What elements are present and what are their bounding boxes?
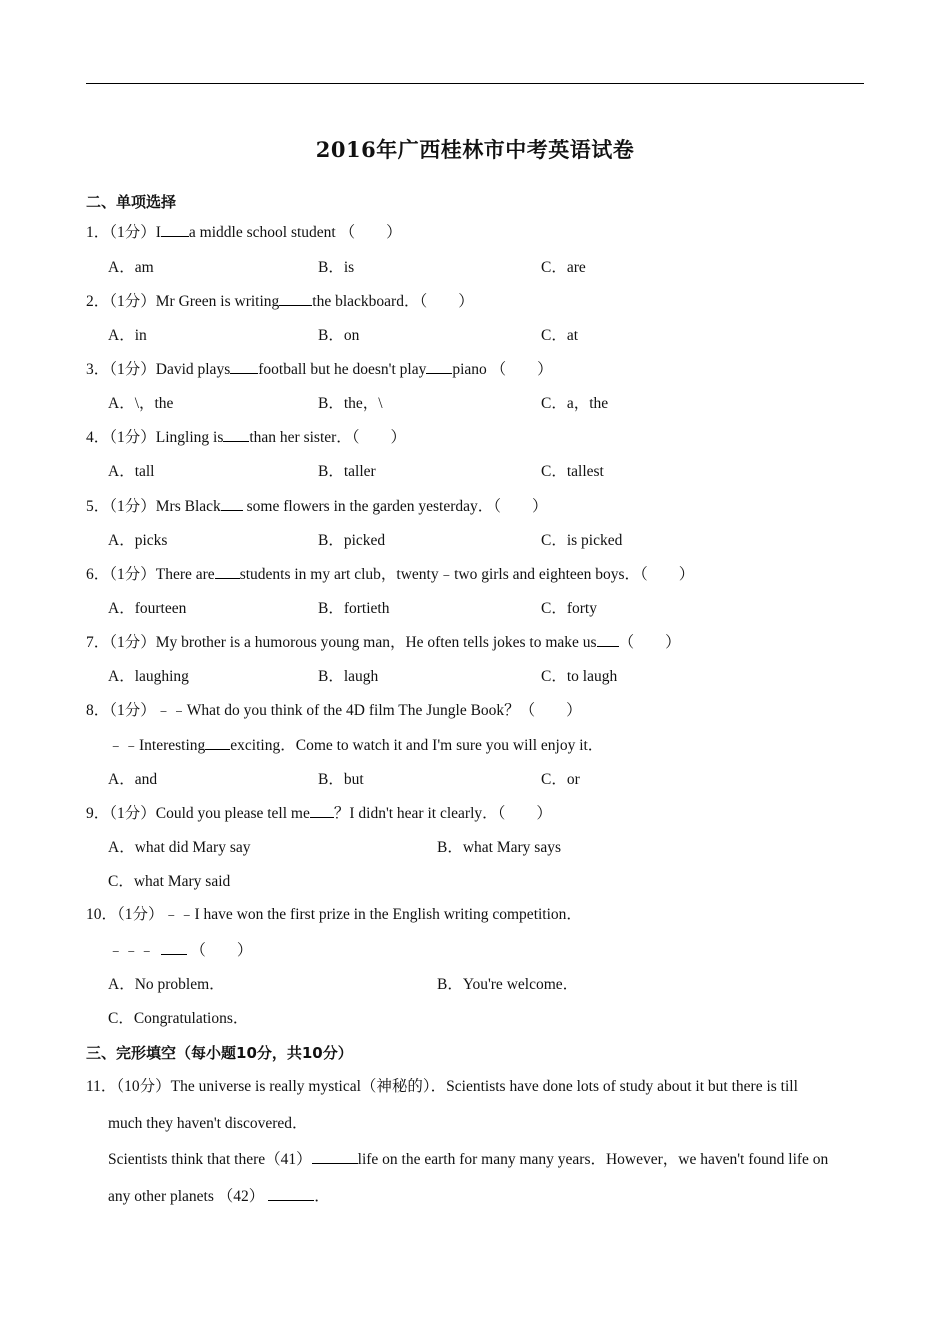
q4-option-b[interactable]: B．taller bbox=[318, 463, 376, 480]
q8-option-c[interactable]: C．or bbox=[541, 771, 580, 788]
question-3: 3．（1分）David plays football but he doesn't play piano （ ） bbox=[86, 361, 553, 378]
q2-option-c[interactable]: C．at bbox=[541, 327, 579, 344]
answer-blank bbox=[161, 940, 187, 955]
q1-option-c[interactable]: C．are bbox=[541, 259, 586, 276]
q10-option-a[interactable]: A．No problem． bbox=[108, 976, 225, 993]
question-1: 1．（1分）I a middle school student （ ） bbox=[86, 224, 402, 241]
passage-line: any other planets （42） ． bbox=[108, 1188, 330, 1205]
question-8: 8．（1分）﹣﹣What do you think of the 4D film The Jungle Book？（ ） bbox=[86, 702, 582, 719]
answer-blank bbox=[230, 359, 258, 374]
page-title: 2016年广西桂林市中考英语试卷 bbox=[315, 137, 635, 162]
q6-option-c[interactable]: C．forty bbox=[541, 600, 597, 617]
q9-option-c[interactable]: C．what Mary said bbox=[108, 873, 231, 890]
answer-blank bbox=[597, 632, 619, 647]
q10-option-b[interactable]: B．You're welcome． bbox=[437, 976, 579, 993]
question-6: 6．（1分）There are students in my art club，twenty﹣two girls and eighteen boys．（ ） bbox=[86, 566, 695, 583]
answer-blank bbox=[215, 564, 240, 579]
question-9: 9．（1分）Could you please tell me ？I didn't hear it clearly．（ ） bbox=[86, 805, 552, 822]
q8-option-a[interactable]: A．and bbox=[108, 771, 158, 788]
q4-option-a[interactable]: A．tall bbox=[108, 463, 155, 480]
q9-option-b[interactable]: B．what Mary says bbox=[437, 839, 561, 856]
q7-option-b[interactable]: B．laugh bbox=[318, 668, 379, 685]
answer-blank bbox=[205, 735, 230, 750]
q8-option-b[interactable]: B．but bbox=[318, 771, 364, 788]
question-4: 4．（1分）Lingling is than her sister．（ ） bbox=[86, 429, 407, 446]
q4-option-c[interactable]: C．tallest bbox=[541, 463, 604, 480]
q6-option-b[interactable]: B．fortieth bbox=[318, 600, 390, 617]
q3-option-a[interactable]: A．\，the bbox=[108, 395, 174, 412]
q6-option-a[interactable]: A．fourteen bbox=[108, 600, 187, 617]
question-11: 11．（10分）The universe is really mystical（神秘的）．Scientists have done lots of study about it but there is till bbox=[86, 1078, 798, 1095]
question-7: 7．（1分）My brother is a humorous young man，He often tells jokes to make us （ ） bbox=[86, 634, 681, 651]
q1-option-a[interactable]: A．am bbox=[108, 259, 154, 276]
q7-option-a[interactable]: A．laughing bbox=[108, 668, 189, 685]
question-10-response: ﹣﹣﹣ （ ） bbox=[108, 942, 253, 959]
q5-option-a[interactable]: A．picks bbox=[108, 532, 168, 549]
answer-blank-41 bbox=[312, 1149, 358, 1164]
question-2: 2．（1分）Mr Green is writing the blackboard．（ ） bbox=[86, 293, 474, 310]
header-rule bbox=[86, 83, 864, 84]
section-heading-cloze: 三、完形填空（每小题10分，共10分） bbox=[86, 1044, 353, 1062]
q2-option-a[interactable]: A．in bbox=[108, 327, 147, 344]
q10-option-c[interactable]: C．Congratulations． bbox=[108, 1010, 249, 1027]
q5-option-b[interactable]: B．picked bbox=[318, 532, 386, 549]
answer-blank bbox=[161, 222, 189, 237]
answer-blank bbox=[310, 803, 334, 818]
q7-option-c[interactable]: C．to laugh bbox=[541, 668, 618, 685]
answer-blank bbox=[223, 427, 249, 442]
question-8-response: ﹣﹣Interesting exciting．Come to watch it and I'm sure you will enjoy it． bbox=[108, 737, 604, 754]
answer-blank bbox=[426, 359, 452, 374]
question-10: 10．（1分）﹣﹣I have won the first prize in the English writing competition． bbox=[86, 906, 582, 923]
passage-line: much they haven't discovered． bbox=[108, 1115, 308, 1132]
q2-option-b[interactable]: B．on bbox=[318, 327, 360, 344]
answer-blank-42 bbox=[268, 1186, 314, 1201]
q3-option-c[interactable]: C．a，the bbox=[541, 395, 609, 412]
q9-option-a[interactable]: A．what did Mary say bbox=[108, 839, 251, 856]
q1-option-b[interactable]: B．is bbox=[318, 259, 355, 276]
section-heading-single-choice: 二、单项选择 bbox=[86, 193, 177, 211]
question-5: 5．（1分）Mrs Black some flowers in the garden yesterday．（ ） bbox=[86, 498, 548, 515]
q3-option-b[interactable]: B．the，\ bbox=[318, 395, 383, 412]
passage-line: Scientists think that there（41） life on the earth for many many years．However，we haven't found life on bbox=[108, 1151, 829, 1168]
answer-blank bbox=[279, 291, 312, 306]
q5-option-c[interactable]: C．is picked bbox=[541, 532, 623, 549]
answer-blank bbox=[221, 496, 243, 511]
